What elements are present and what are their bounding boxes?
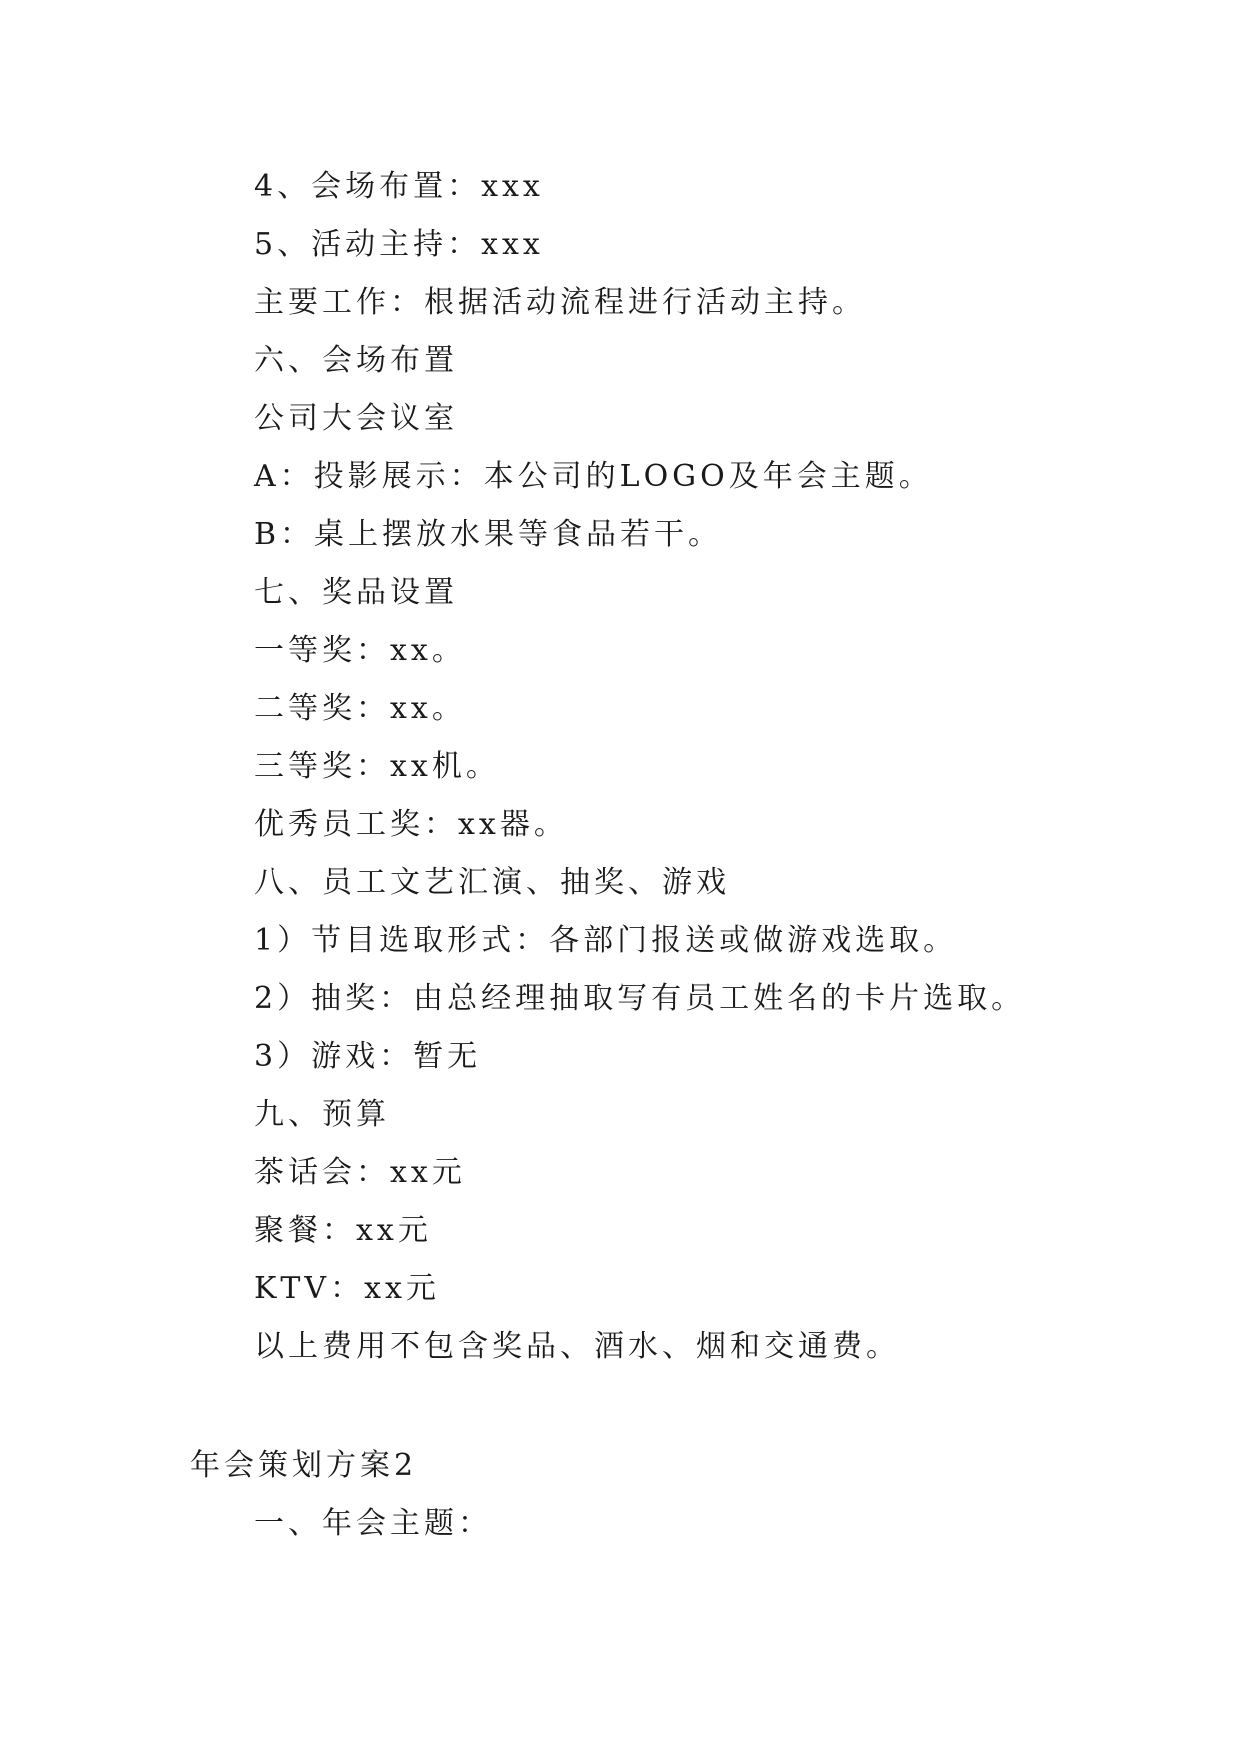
heading-line: 六、会场布置 — [254, 343, 458, 378]
heading-line: 七、奖品设置 — [254, 575, 458, 610]
section-title: 年会策划方案2 — [190, 1448, 418, 1483]
text-line: 优秀员工奖：xx器。 — [254, 807, 568, 842]
text-line: 三等奖：xx机。 — [254, 749, 500, 784]
text-line: 茶话会：xx元 — [254, 1155, 466, 1190]
text-line: KTV：xx元 — [254, 1271, 440, 1306]
text-line: 1）节目选取形式：各部门报送或做游戏选取。 — [254, 923, 958, 958]
text-line: 主要工作：根据活动流程进行活动主持。 — [254, 285, 866, 320]
text-line: 二等奖：xx。 — [254, 691, 466, 726]
text-line: 以上费用不包含奖品、酒水、烟和交通费。 — [254, 1329, 900, 1364]
text-line: 2）抽奖：由总经理抽取写有员工姓名的卡片选取。 — [254, 981, 1026, 1016]
heading-line: 九、预算 — [254, 1097, 390, 1132]
text-line: B：桌上摆放水果等食品若干。 — [254, 517, 723, 552]
heading-line: 八、员工文艺汇演、抽奖、游戏 — [254, 865, 730, 900]
document-body — [254, 158, 1114, 1376]
text-line: 聚餐：xx元 — [254, 1213, 432, 1248]
text-line: 4、会场布置：xxx — [254, 169, 544, 204]
text-line: 一等奖：xx。 — [254, 633, 466, 668]
text-line: 5、活动主持：xxx — [254, 227, 544, 262]
text-line: 公司大会议室 — [254, 401, 458, 436]
text-line: A：投影展示：本公司的LOGO及年会主题。 — [254, 459, 933, 494]
sub-heading: 一、年会主题： — [254, 1506, 492, 1541]
text-line: 3）游戏：暂无 — [254, 1039, 482, 1074]
